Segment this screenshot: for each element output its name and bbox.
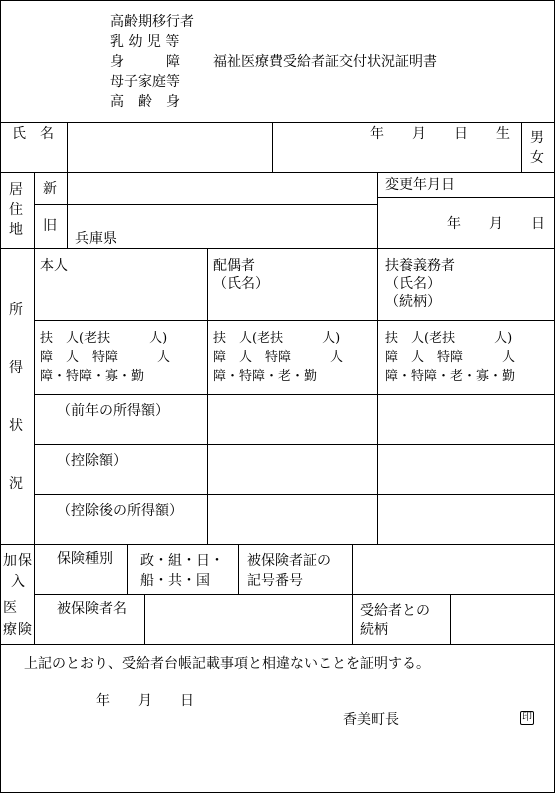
category-disabled: 身 障 [110, 54, 180, 70]
document-title: 福祉医療費受給者証交付状況証明書 [213, 54, 437, 70]
name-field[interactable] [68, 123, 271, 171]
card-number-label: 被保険者証の [247, 553, 331, 569]
insured-name-field[interactable] [145, 595, 351, 643]
insured-name-label: 被保険者名 [57, 601, 127, 617]
insurance-type-option-1[interactable]: 政・組・日・ [140, 553, 224, 569]
after-deduction-label: （控除後の所得額） [57, 503, 183, 519]
certification-statement: 上記のとおり、受給者台帳記載事項と相違ないことを証明する。 [24, 656, 430, 672]
insurance-type-option-2[interactable]: 船・共・国 [140, 573, 210, 589]
supporter-relation-label: （続柄） [385, 294, 441, 310]
insurance-type-label: 保険種別 [57, 551, 113, 567]
birth-date-label: 年 月 日 生 [370, 126, 510, 142]
relation-label: 受給者との [360, 603, 430, 619]
residence-old-value[interactable]: 兵庫県 [75, 231, 117, 247]
spouse-label: 配偶者 [213, 258, 255, 274]
category-infant: 乳 幼 児 等 [110, 34, 180, 50]
deduction-label: （控除額） [57, 453, 127, 469]
card-number-field[interactable] [353, 545, 554, 593]
sex-male-option[interactable]: 男 [530, 130, 544, 146]
change-date-label: 変更年月日 [385, 177, 455, 193]
self-label: 本人 [40, 258, 68, 274]
category-single-parent: 母子家庭等 [110, 74, 180, 90]
category-elderly-disabled: 高 齢 身 [110, 94, 180, 110]
name-label: 氏 名 [12, 126, 54, 142]
category-elderly-transition: 高齢期移行者 [110, 14, 194, 30]
residence-new-field[interactable] [68, 173, 376, 203]
issuer-name: 香美町長 [343, 712, 399, 728]
residence-new-label: 新 [43, 181, 57, 197]
residence-old-label: 旧 [43, 218, 57, 234]
relation-field[interactable] [451, 595, 554, 643]
supporter-label: 扶養義務者 [385, 258, 455, 274]
sex-female-option[interactable]: 女 [530, 150, 544, 166]
supporter-name-label: （氏名） [385, 276, 441, 292]
change-date-value[interactable]: 年 月 日 [447, 216, 545, 232]
seal-mark: 印 [522, 712, 532, 723]
certification-date[interactable]: 年 月 日 [96, 693, 194, 709]
relation-label-2: 続柄 [360, 622, 388, 638]
spouse-name-label: （氏名） [213, 276, 269, 292]
prev-income-label: （前年の所得額） [57, 403, 169, 419]
card-number-label-2: 記号番号 [247, 573, 303, 589]
